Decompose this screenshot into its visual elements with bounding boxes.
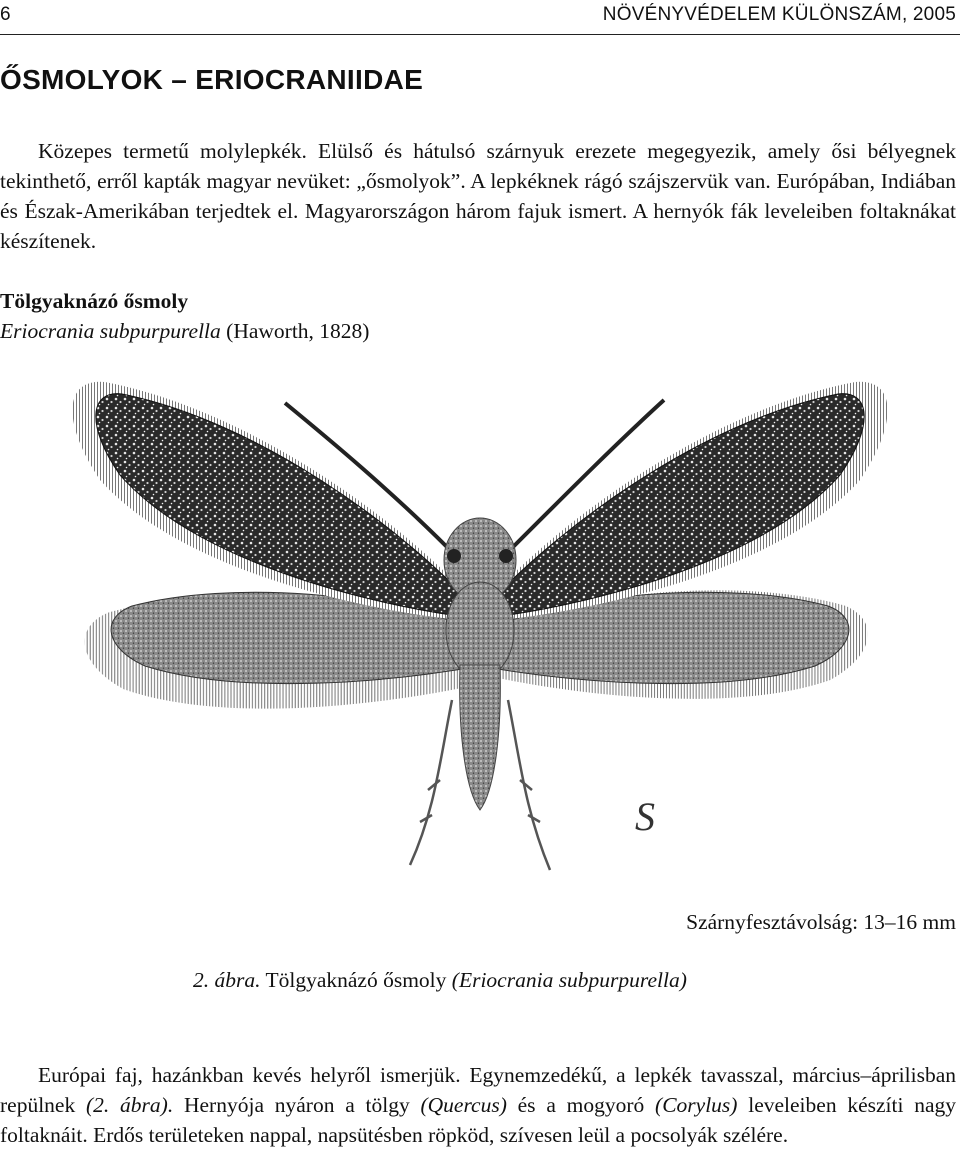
corylus-name: (Corylus): [655, 1093, 738, 1117]
page-header: [0, 0, 960, 35]
caption-label: 2. ábra.: [193, 968, 261, 992]
caption-text: Tölgyaknázó ősmoly: [260, 968, 452, 992]
running-head: NÖVÉNYVÉDELEM KÜLÖNSZÁM, 2005: [602, 4, 956, 25]
body-text-2: Hernyója nyáron a tölgy: [173, 1093, 421, 1117]
abdomen: [460, 665, 501, 810]
species-heading: [0, 286, 369, 346]
thorax-head: [444, 518, 516, 678]
section-title: ŐSMOLYOK – ERIOCRANIIDAE: [0, 64, 424, 95]
body-paragraph: [0, 1060, 956, 1150]
species-author: (Haworth, 1828): [220, 319, 370, 343]
figure-caption: [193, 968, 687, 993]
caption-species: (Eriocrania subpurpurella): [451, 968, 687, 992]
wingspan-label: Szárnyfesztávolság: 13–16 mm: [686, 910, 956, 934]
body-text-1: Európai faj, hazánkban kevés helyről ismerjük. Egynemzedékű, a lepkék tavasszal, március–áprilisban repülnek: [0, 1063, 956, 1117]
right-forewing: [488, 382, 888, 620]
intro-paragraph: Közepes termetű molylepkék. Elülső és hátulsó szárnyuk erezete megegyezik, amely ősi bélyegnek tekinthető, erről kapták magyar nevüket: „ősmolyok”. A lepkéknek rágó szájszervük van. Európában, Indiában és Észak-Amerikában terjedtek el. Magyarországon három fajuk ismert. A hernyók fák leveleiben foltaknákat készítenek.: [0, 139, 956, 253]
species-common-name: Tölgyaknázó ősmoly: [0, 289, 189, 313]
figure-reference: (2. ábra).: [86, 1093, 174, 1117]
left-forewing: [72, 382, 472, 620]
moth-drawing: [60, 370, 900, 890]
body-text-4: leveleiben készíti nagy foltaknáit. Erdős területeken nappal, napsütésben röpköd, szívesen leül a pocsolyák szélére.: [0, 1093, 957, 1147]
species-scientific-name: Eriocrania subpurpurella: [0, 319, 221, 343]
illustrator-signature: S: [635, 794, 655, 839]
quercus-name: (Quercus): [420, 1093, 507, 1117]
body-text-3: és a mogyoró: [506, 1093, 656, 1117]
moth-illustration: [60, 370, 900, 890]
page-number: 6: [0, 4, 11, 25]
